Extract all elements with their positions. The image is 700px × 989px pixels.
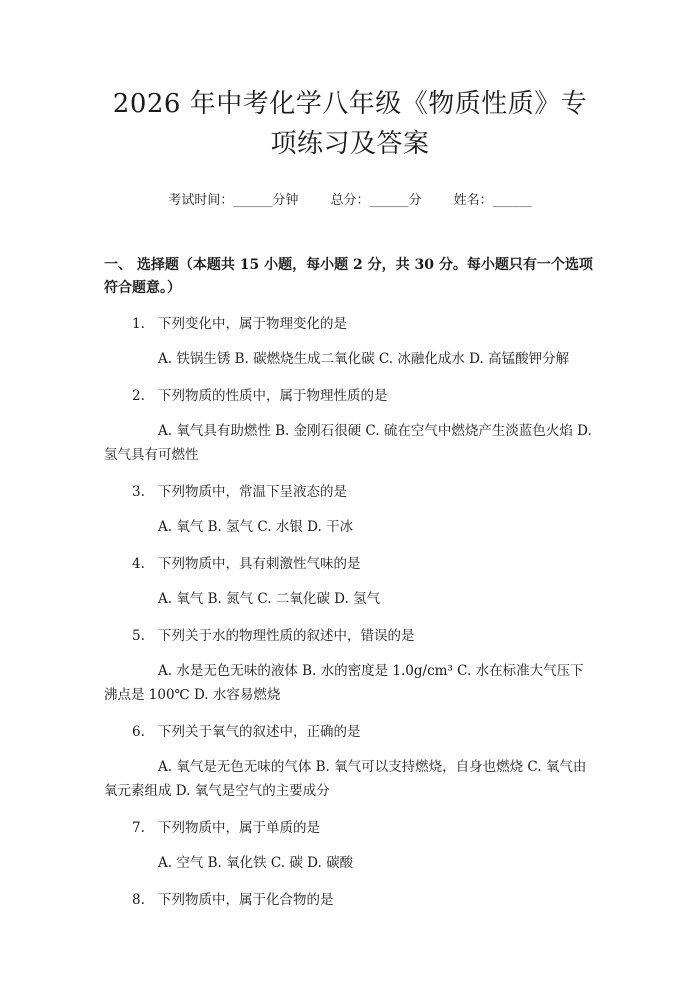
question-number: 3.: [132, 484, 145, 500]
question-text: 下列关于氧气的叙述中，正确的是: [158, 724, 361, 740]
question-number: 2.: [132, 388, 145, 404]
question-stem-row: [104, 818, 596, 838]
exam-time-field: 考试时间：______分钟: [168, 193, 299, 208]
question-options: A. 氧气 B. 氮气 C. 二氧化碳 D. 氢气: [158, 591, 381, 607]
question-stem-row: [104, 626, 596, 646]
question-stem-row: [104, 722, 596, 742]
section-heading: 一、 选择题（本题共 15 小题，每小题 2 分，共 30 分。每小题只有一个选项符合题意。）: [104, 257, 593, 296]
question-item: [104, 722, 596, 803]
question-options: A. 氧气 B. 氢气 C. 水银 D. 干冰: [158, 519, 354, 535]
question-options: A. 氧气具有助燃性 B. 金刚石很硬 C. 硫在空气中燃烧产生淡蓝色火焰 D. 氢气具有可燃性: [104, 423, 592, 463]
question-item: [104, 818, 596, 875]
question-number: 1.: [132, 316, 145, 332]
question-text: 下列物质的性质中，属于物理性质的是: [158, 388, 388, 404]
question-item: [104, 482, 596, 539]
exam-info: [104, 192, 596, 210]
question-number: 5.: [132, 628, 145, 644]
question-item: [104, 626, 596, 707]
exam-score-field: 总分：______分: [330, 193, 422, 208]
question-number: 8.: [132, 892, 145, 908]
question-item: [104, 314, 596, 371]
question-text: 下列物质中，属于单质的是: [158, 820, 320, 836]
question-list: [104, 314, 596, 910]
question-options: A. 空气 B. 氧化铁 C. 碳 D. 碳酸: [158, 855, 354, 871]
question-number: 7.: [132, 820, 145, 836]
document-title: 2026 年中考化学八年级《物质性质》专项练习及答案: [112, 89, 588, 159]
question-item: [104, 386, 596, 467]
question-options: A. 氧气是无色无味的气体 B. 氧气可以支持燃烧，自身也燃烧 C. 氧气由氧元素组成 D. 氧气是空气的主要成分: [104, 759, 587, 799]
question-item: [104, 890, 596, 910]
question-options: A. 铁锅生锈 B. 碳燃烧生成二氧化碳 C. 冰融化成水 D. 高锰酸钾分解: [158, 351, 570, 367]
question-stem-row: [104, 554, 596, 574]
question-text: 下列物质中，属于化合物的是: [158, 892, 334, 908]
document-page: [0, 84, 700, 989]
exam-name-field: 姓名：______: [453, 193, 532, 208]
question-options: A. 水是无色无味的液体 B. 水的密度是 1.0g/cm³ C. 水在标准大气压下沸点是 100℃ D. 水容易燃烧: [104, 663, 584, 703]
question-stem-row: [104, 314, 596, 334]
question-stem-row: [104, 386, 596, 406]
question-text: 下列物质中，常温下呈液态的是: [158, 484, 347, 500]
question-item: [104, 554, 596, 611]
question-stem-row: [104, 890, 596, 910]
question-text: 下列关于水的物理性质的叙述中，错误的是: [158, 628, 415, 644]
question-stem-row: [104, 482, 596, 502]
question-text: 下列变化中，属于物理变化的是: [158, 316, 347, 332]
question-text: 下列物质中，具有刺激性气味的是: [158, 556, 361, 572]
question-number: 6.: [132, 724, 145, 740]
question-number: 4.: [132, 556, 145, 572]
